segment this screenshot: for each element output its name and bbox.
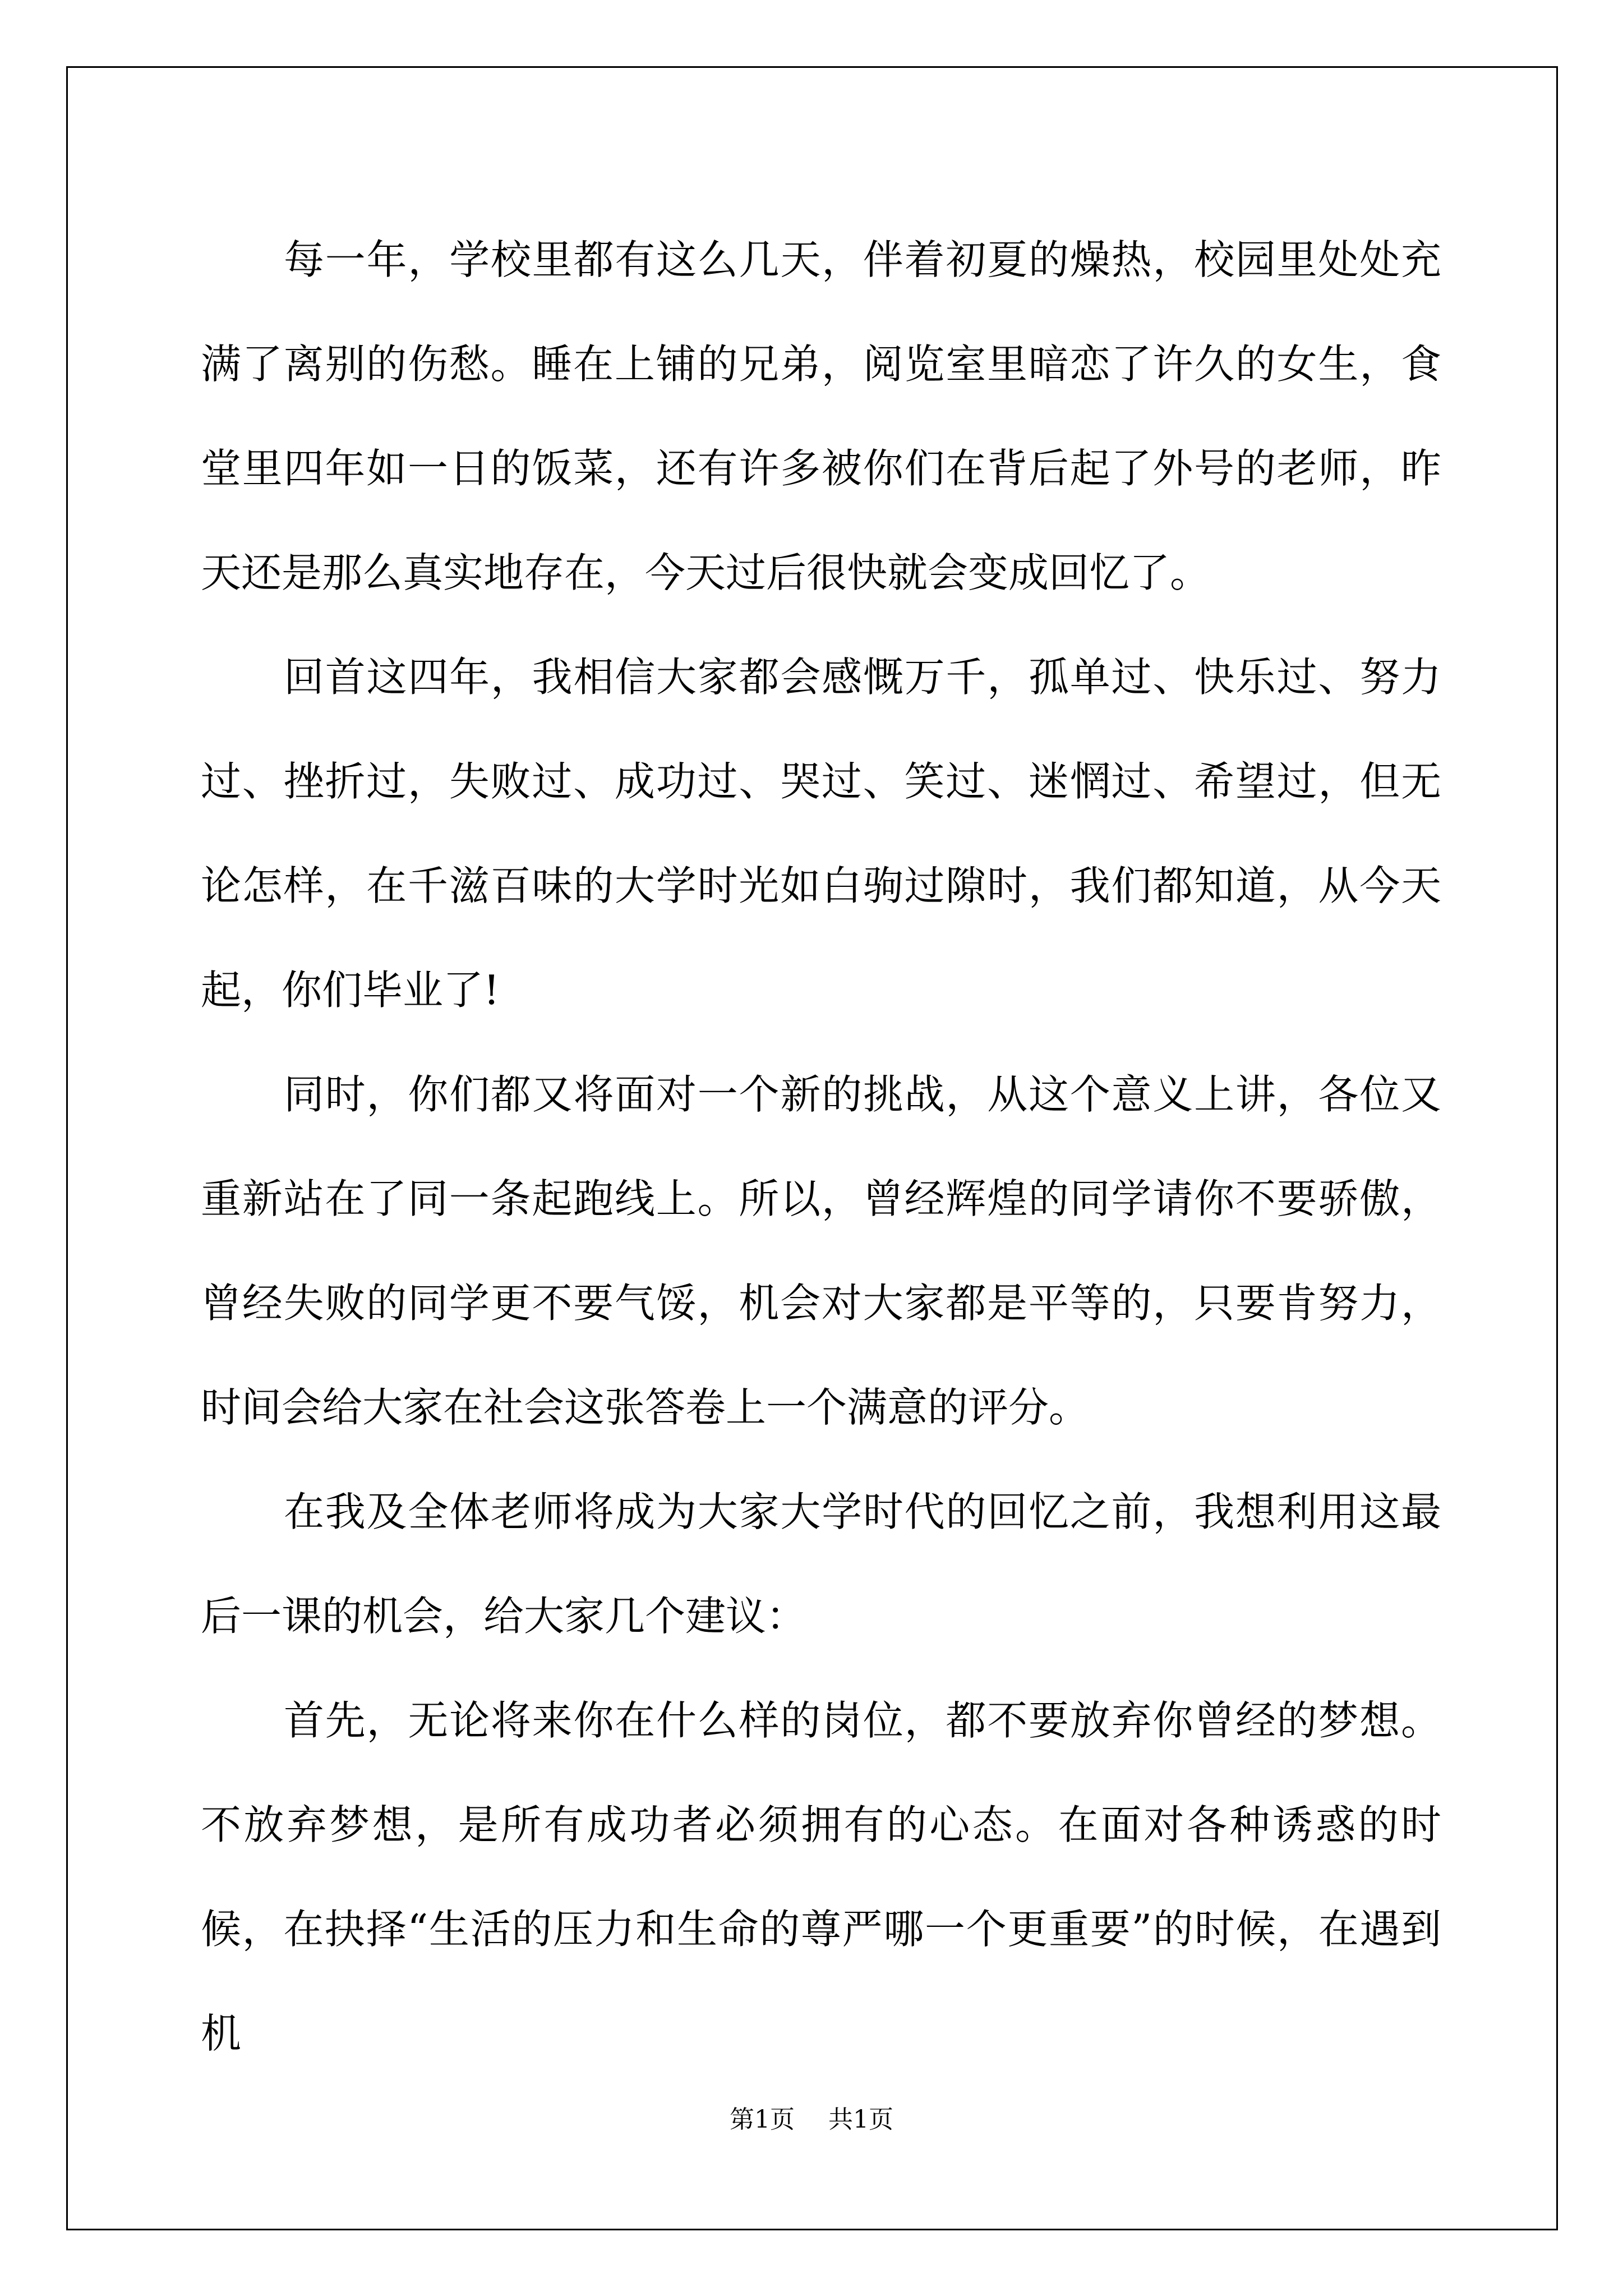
- paragraph: 同时，你们都又将面对一个新的挑战，从这个意义上讲，各位又重新站在了同一条起跑线上。所以，曾经辉煌的同学请你不要骄傲，曾经失败的同学更不要气馁，机会对大家都是平等的，只要肯努力，时间会给大家在社会这张答卷上一个满意的评分。: [201, 1071, 1441, 1431]
- paragraph: 每一年，学校里都有这么几天，伴着初夏的燥热，校园里处处充满了离别的伤愁。睡在上铺的兄弟，阅览室里暗恋了许久的女生，食堂里四年如一日的饭菜，还有许多被你们在背后起了外号的老师，昨天还是那么真实地存在，今天过后很快就会变成回忆了。: [201, 236, 1441, 596]
- paragraph: 回首这四年，我相信大家都会感慨万千，孤单过、快乐过、努力过、挫折过，失败过、成功过、哭过、笑过、迷惘过、希望过，但无论怎样，在千滋百味的大学时光如白驹过隙时，我们都知道，从今天起，你们毕业了!: [201, 654, 1441, 1014]
- paragraph: 首先，无论将来你在什么样的岗位，都不要放弃你曾经的梦想。不放弃梦想，是所有成功者必须拥有的心态。在面对各种诱惑的时候，在抉择“生活的压力和生命的尊严哪一个更重要”的时候，在遇到机: [201, 1697, 1441, 2057]
- page-total: 共1页: [828, 2105, 893, 2134]
- page-footer: [0, 2099, 1623, 2135]
- document-body: [201, 208, 1441, 2086]
- page-number: 第1页: [730, 2105, 795, 2134]
- paragraph: 在我及全体老师将成为大家大学时代的回忆之前，我想利用这最后一课的机会，给大家几个建议：: [201, 1488, 1441, 1640]
